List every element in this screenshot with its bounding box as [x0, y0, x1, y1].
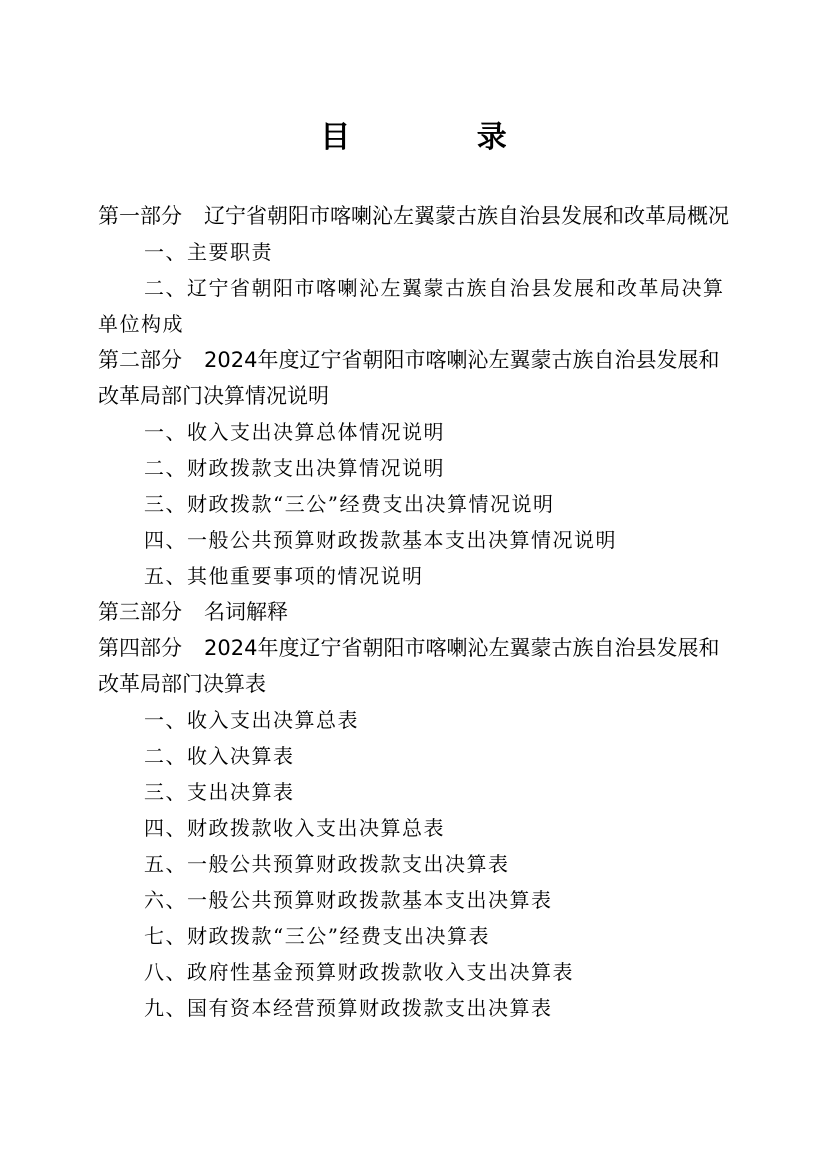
part-number: 第四部分	[98, 636, 182, 660]
toc-part-2	[98, 342, 733, 414]
part-number: 第三部分	[98, 600, 182, 624]
part-number: 第二部分	[98, 348, 182, 372]
toc-item: 三、支出决算表	[144, 780, 295, 804]
part-number: 第一部分	[98, 204, 182, 228]
page-title: 目 录	[320, 120, 565, 155]
toc-item: 五、一般公共预算财政拨款支出决算表	[144, 852, 510, 876]
toc-item: 五、其他重要事项的情况说明	[144, 564, 424, 588]
toc-item: 四、一般公共预算财政拨款基本支出决算情况说明	[144, 528, 617, 552]
toc-item: 四、财政拨款收入支出决算总表	[144, 816, 445, 840]
toc-item: 二、财政拨款支出决算情况说明	[144, 456, 445, 480]
part-title: 2024年度辽宁省朝阳市喀喇沁左翼蒙古族自治县发展和改革局部门决算表	[98, 636, 720, 696]
toc-item: 二、辽宁省朝阳市喀喇沁左翼蒙古族自治县发展和改革局决算单位构成	[98, 276, 725, 336]
toc-item: 六、一般公共预算财政拨款基本支出决算表	[144, 888, 553, 912]
toc-part-3	[98, 594, 733, 630]
toc-part-4	[98, 630, 733, 702]
toc-item: 七、财政拨款“三公”经费支出决算表	[144, 924, 490, 948]
toc-part-1	[98, 198, 733, 234]
part-title: 名词解释	[204, 600, 288, 624]
toc-item: 一、主要职责	[144, 240, 273, 264]
toc-item: 九、国有资本经营预算财政拨款支出决算表	[144, 996, 553, 1020]
table-of-contents	[98, 198, 733, 1026]
part-title: 辽宁省朝阳市喀喇沁左翼蒙古族自治县发展和改革局概况	[204, 204, 729, 228]
toc-item: 八、政府性基金预算财政拨款收入支出决算表	[144, 960, 574, 984]
toc-item: 一、收入支出决算总表	[144, 708, 359, 732]
part-title: 2024年度辽宁省朝阳市喀喇沁左翼蒙古族自治县发展和改革局部门决算情况说明	[98, 348, 720, 408]
toc-item: 三、财政拨款“三公”经费支出决算情况说明	[144, 492, 555, 516]
toc-item: 二、收入决算表	[144, 744, 295, 768]
toc-item: 一、收入支出决算总体情况说明	[144, 420, 445, 444]
